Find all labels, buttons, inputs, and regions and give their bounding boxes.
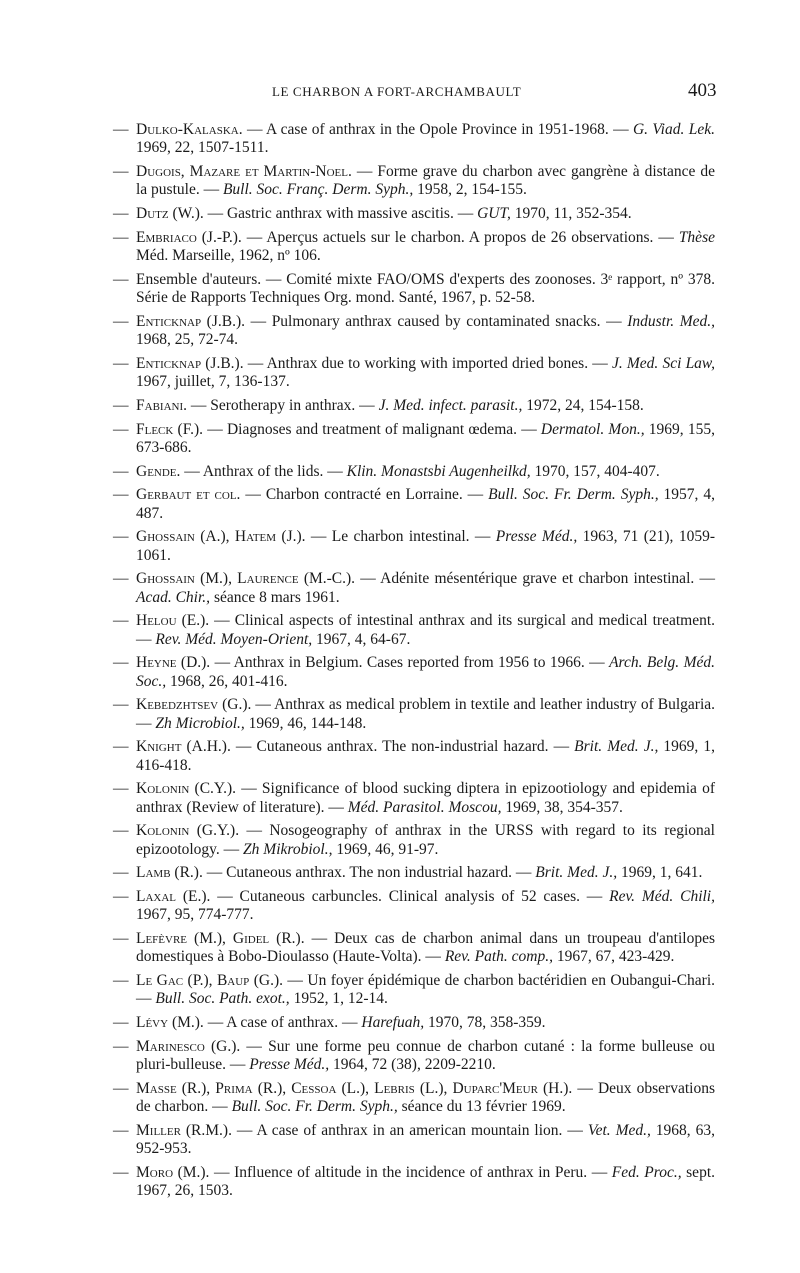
entry-dash: — <box>113 270 129 288</box>
reference-entry <box>113 528 715 564</box>
entry-dash: — <box>113 1014 129 1032</box>
reference-entry <box>113 738 715 774</box>
reference-journal: Rev. Path. comp., <box>444 948 553 966</box>
reference-details: 1952, 1, 12-14. <box>289 990 388 1008</box>
reference-authors: Knight (A.H.). <box>136 738 231 756</box>
reference-title: Diagnoses and treatment of malignant œdema. — <box>226 420 541 438</box>
reference-title: Deux cas de charbon animal dans un troupeau d'antilopes domestiques à Bobo-Dioulasso (Haute-Volta). — <box>136 930 716 966</box>
reference-title: Serotherapy in anthrax. — <box>210 396 379 414</box>
reference-title: Aperçus actuels sur le charbon. A propos de 26 observations. — <box>266 228 679 246</box>
entry-dash: — <box>113 163 129 180</box>
entry-dash: — <box>113 612 129 630</box>
reference-entry <box>113 486 715 522</box>
reference-entry <box>113 972 715 1008</box>
reference-title: Gastric anthrax with massive ascitis. — <box>226 205 478 222</box>
reference-title: Significance of blood sucking diptera in epizootiology and epidemia of anthrax (Review of literature). — <box>136 780 715 816</box>
entry-dash: — <box>113 1037 129 1055</box>
reference-details: sept. 1967, 26, 1503. <box>136 1163 715 1200</box>
reference-authors: Dutz (W.). <box>136 205 204 222</box>
reference-journal: Arch. Belg. Méd. Soc., <box>136 654 715 690</box>
reference-details: séance 8 mars 1961. <box>210 588 340 606</box>
reference-authors: Dugois, Mazare et Martin-Noel. <box>136 163 352 180</box>
reference-authors: Ghossain (A.), Hatem (J.). <box>136 528 306 546</box>
reference-title: Nosogeography of anthrax in the URSS with regard to its regional epizootology. — <box>136 822 715 858</box>
reference-details: séance du 13 février 1969. <box>397 1098 566 1116</box>
reference-journal: Bull. Soc. Fr. Derm. Syph., <box>231 1098 398 1116</box>
reference-title: A case of anthrax in the Opole Province in 1951-1968. — <box>265 121 633 138</box>
reference-entry <box>113 205 715 223</box>
reference-authors: Heyne (D.). <box>136 654 211 672</box>
reference-journal: Presse Méd., <box>495 528 578 546</box>
reference-entry <box>113 1122 715 1158</box>
reference-separator: — <box>240 1037 269 1055</box>
reference-title: Cutaneous carbuncles. Clinical analysis of 52 cases. — <box>239 888 610 906</box>
reference-separator: — <box>231 1121 257 1139</box>
reference-separator: — <box>203 1014 227 1032</box>
entry-dash: — <box>113 1163 129 1181</box>
reference-authors: Le Gac (P.), Baup (G.). <box>136 972 283 990</box>
reference-journal: Rev. Méd. Chili, <box>609 888 715 906</box>
reference-details: 1970, 78, 358-359. <box>424 1014 546 1032</box>
reference-details: 1967, 67, 423-429. <box>553 948 675 966</box>
entry-dash: — <box>113 420 129 438</box>
reference-separator: — <box>210 654 234 672</box>
entry-dash: — <box>113 354 129 372</box>
reference-authors: Enticknap (J.B.). <box>136 354 244 372</box>
reference-title: Cutaneous anthrax. The non industrial hazard. — <box>226 864 536 882</box>
reference-authors: Gerbaut et col. <box>136 486 241 504</box>
reference-separator: — <box>180 462 203 480</box>
reference-authors: Lévy (M.). <box>136 1014 204 1032</box>
reference-entry <box>113 397 715 415</box>
page-number: 403 <box>688 80 717 101</box>
reference-separator: — <box>203 205 227 222</box>
reference-title: Anthrax in Belgium. Cases reported from 1956 to 1966. — <box>233 654 610 672</box>
reference-entry <box>113 355 715 391</box>
reference-entry <box>113 1014 715 1032</box>
reference-authors: Miller (R.M.). <box>136 1121 232 1139</box>
reference-separator: — <box>187 396 211 414</box>
reference-journal: Acad. Chir., <box>136 588 211 606</box>
reference-separator: — <box>240 486 266 504</box>
reference-journal: Méd. Parasitol. Moscou, <box>347 798 502 816</box>
reference-title: Pulmonary anthrax caused by contaminated snacks. — <box>271 312 628 330</box>
reference-details: 1969, 46, 91-97. <box>332 840 439 858</box>
reference-entry <box>113 864 715 882</box>
reference-title: Ensemble d'auteurs. — Comité mixte FAO/OMS d'experts des zoonoses. 3ᵉ rapport, nº 378. Série de Rapports Techniques Org. mond. Santé, 1967, p. 52-58. <box>136 270 715 306</box>
reference-details: 1969, 22, 1507-1511. <box>136 139 269 157</box>
reference-journal: Dermatol. Mon., <box>540 420 645 438</box>
entry-dash: — <box>113 864 129 882</box>
reference-separator: — <box>304 930 335 948</box>
entry-dash: — <box>113 570 129 588</box>
reference-journal: Zh Mikrobiol., <box>243 840 333 858</box>
entry-dash: — <box>113 972 129 990</box>
reference-separator: — <box>210 888 240 906</box>
reference-separator: — <box>203 420 227 438</box>
reference-entry <box>113 313 715 349</box>
reference-title: Sur une forme peu connue de charbon cutané : la forme bulleuse ou pluri-bulleuse. — <box>136 1037 716 1074</box>
reference-entry <box>113 822 715 858</box>
entry-dash: — <box>113 930 129 948</box>
reference-title: A case of anthrax in an american mountain lion. — <box>256 1121 588 1139</box>
reference-authors: Helou (E.). <box>136 612 210 630</box>
reference-details: 1972, 24, 154-158. <box>522 396 644 414</box>
reference-authors: Ghossain (M.), Laurence (M.-C.). <box>136 570 356 588</box>
reference-entry <box>113 163 715 199</box>
reference-authors: Lefèvre (M.), Gidel (R.). <box>136 930 305 948</box>
reference-authors: Laxal (E.). <box>136 888 211 906</box>
reference-journal: Bull. Soc. Path. exot., <box>155 990 290 1008</box>
reference-authors: Masse (R.), Prima (R.), Cessoa (L.), Lebris (L.), Duparc'Meur (H.). <box>136 1079 573 1097</box>
reference-separator: — <box>236 780 262 798</box>
reference-journal: Presse Méd., <box>249 1056 330 1074</box>
reference-authors: Marinesco (G.). <box>136 1037 241 1055</box>
reference-journal: Harefuah, <box>361 1014 425 1032</box>
reference-separator: — <box>305 528 332 546</box>
reference-authors: Moro (M.). <box>136 1163 210 1181</box>
reference-separator: — <box>202 864 227 882</box>
reference-title: Deux observations de charbon. — <box>136 1079 715 1116</box>
reference-details: 1969, 46, 144-148. <box>244 714 367 732</box>
reference-separator: — <box>230 738 257 756</box>
reference-title: Influence of altitude in the incidence of anthrax in Peru. — <box>234 1163 612 1181</box>
reference-entry <box>113 463 715 481</box>
reference-separator: — <box>355 570 381 588</box>
reference-journal: Fed. Proc., <box>611 1163 682 1181</box>
entry-dash: — <box>113 528 129 546</box>
reference-entry <box>113 930 715 966</box>
reference-details: 1967, juillet, 7, 136-137. <box>136 373 290 390</box>
reference-journal: GUT, <box>477 205 511 222</box>
reference-details: 1957, 4, 487. <box>136 486 716 522</box>
reference-authors: Gende. <box>136 462 181 480</box>
reference-separator: — <box>243 354 267 372</box>
reference-details: 1968, 26, 401-416. <box>166 672 288 690</box>
reference-entry <box>113 696 715 732</box>
entry-dash: — <box>113 822 129 840</box>
reference-entry <box>113 654 715 690</box>
reference-title: Charbon contracté en Lorraine. — <box>265 486 489 504</box>
reference-separator: — <box>245 312 272 330</box>
reference-separator: — <box>242 121 266 138</box>
reference-title: Un foyer épidémique de charbon bactéridien en Oubangui-Chari. — <box>136 972 716 1008</box>
reference-journal: Zh Microbiol., <box>155 714 245 732</box>
reference-authors: Kolonin (G.Y.). <box>136 822 240 840</box>
reference-title: Clinical aspects of intestinal anthrax and its surgical and medical treatment. — <box>136 612 716 648</box>
reference-journal: G. Viad. Lek. <box>632 121 715 138</box>
reference-title: Anthrax due to working with imported dried bones. — <box>266 354 612 372</box>
reference-journal: J. Med. infect. parasit., <box>378 396 523 414</box>
entry-dash: — <box>113 312 129 330</box>
reference-journal: J. Med. Sci Law, <box>611 354 715 372</box>
reference-separator: — <box>351 163 378 180</box>
reference-separator: — <box>251 696 275 714</box>
reference-journal: Bull. Soc. Fr. Derm. Syph., <box>488 486 659 504</box>
reference-title: Anthrax as medical problem in textile and leather industry of Bulgaria. — <box>136 696 716 732</box>
reference-journal: Vet. Med., <box>587 1121 651 1139</box>
reference-details: 1967, 4, 64-67. <box>312 630 411 648</box>
entry-dash: — <box>113 888 129 906</box>
reference-details: 1968, 25, 72-74. <box>136 331 239 348</box>
page-header <box>0 80 800 104</box>
reference-details: 1968, 63, 952-953. <box>136 1121 715 1158</box>
reference-entry <box>113 1038 715 1074</box>
reference-entry <box>113 888 715 924</box>
entry-dash: — <box>113 1121 129 1139</box>
reference-journal: Brit. Med. J., <box>535 864 618 882</box>
reference-details: 1969, 38, 354-357. <box>501 798 623 816</box>
reference-journal: Brit. Med. J., <box>574 738 659 756</box>
reference-entry <box>113 121 715 157</box>
reference-separator: — <box>241 228 267 246</box>
reference-separator: — <box>209 612 235 630</box>
reference-journal: Bull. Soc. Franç. Derm. Syph., <box>222 181 414 199</box>
entry-dash: — <box>113 780 129 798</box>
entry-dash: — <box>113 696 129 714</box>
reference-separator: — <box>209 1163 235 1181</box>
reference-journal: Industr. Med., <box>627 312 716 330</box>
entry-dash: — <box>113 462 129 480</box>
entry-dash: — <box>113 228 129 246</box>
reference-authors: Lamb (R.). <box>136 864 203 882</box>
reference-title: Forme grave du charbon avec gangrène à distance de la pustule. — <box>136 163 715 199</box>
reference-details: 1963, 71 (21), 1059-1061. <box>136 528 715 564</box>
entry-dash: — <box>113 738 129 756</box>
running-title: LE CHARBON A FORT-ARCHAMBAULT <box>272 84 522 99</box>
reference-details: 1969, 1, 641. <box>617 864 703 882</box>
reference-list <box>113 121 715 1206</box>
reference-details: 1969, 155, 673-686. <box>136 420 716 456</box>
reference-title: A case of anthrax. — <box>226 1014 362 1032</box>
entry-dash: — <box>113 654 129 672</box>
reference-authors: Embriaco (J.-P.). <box>136 228 242 246</box>
reference-separator: — <box>239 822 270 840</box>
entry-dash: — <box>113 396 129 414</box>
reference-separator: — <box>572 1079 598 1097</box>
reference-entry <box>113 229 715 265</box>
reference-entry <box>113 421 715 457</box>
reference-authors: Dulko-Kalaska. <box>136 121 243 138</box>
reference-title: Le charbon intestinal. — <box>331 528 496 546</box>
entry-dash: — <box>113 486 129 504</box>
reference-title: Adénite mésentérique grave et charbon intestinal. — <box>380 570 715 588</box>
reference-authors: Enticknap (J.B.). <box>136 312 245 330</box>
reference-journal: Rev. Méd. Moyen-Orient, <box>155 630 313 648</box>
reference-entry <box>113 612 715 648</box>
reference-journal: Klin. Monastsbi Augenheilkd, <box>346 462 531 480</box>
reference-authors: Kebedzhtsev (G.). <box>136 696 252 714</box>
reference-details: 1970, 11, 352-354. <box>510 205 632 222</box>
reference-details: 1970, 157, 404-407. <box>530 462 660 480</box>
reference-entry <box>113 1080 715 1116</box>
reference-entry <box>113 570 715 606</box>
reference-entry <box>113 780 715 816</box>
reference-title: Cutaneous anthrax. The non-industrial hazard. — <box>256 738 575 756</box>
reference-details: 1964, 72 (38), 2209-2210. <box>329 1056 496 1074</box>
reference-details: Méd. Marseille, 1962, nº 106. <box>136 247 321 264</box>
reference-authors: Kolonin (C.Y.). <box>136 780 237 798</box>
reference-authors: Fleck (F.). <box>136 420 204 438</box>
entry-dash: — <box>113 205 129 222</box>
reference-details: 1967, 95, 774-777. <box>136 906 254 924</box>
reference-separator: — <box>283 972 308 990</box>
reference-entry <box>113 1164 715 1200</box>
reference-details: 1958, 2, 154-155. <box>413 181 527 199</box>
reference-entry <box>113 271 715 307</box>
entry-dash: — <box>113 1079 129 1097</box>
reference-authors: Fabiani. <box>136 396 187 414</box>
reference-details: 1969, 1, 416-418. <box>136 738 716 774</box>
reference-journal: Thèse <box>678 228 715 246</box>
reference-title: Anthrax of the lids. — <box>202 462 347 480</box>
entry-dash: — <box>113 121 129 138</box>
